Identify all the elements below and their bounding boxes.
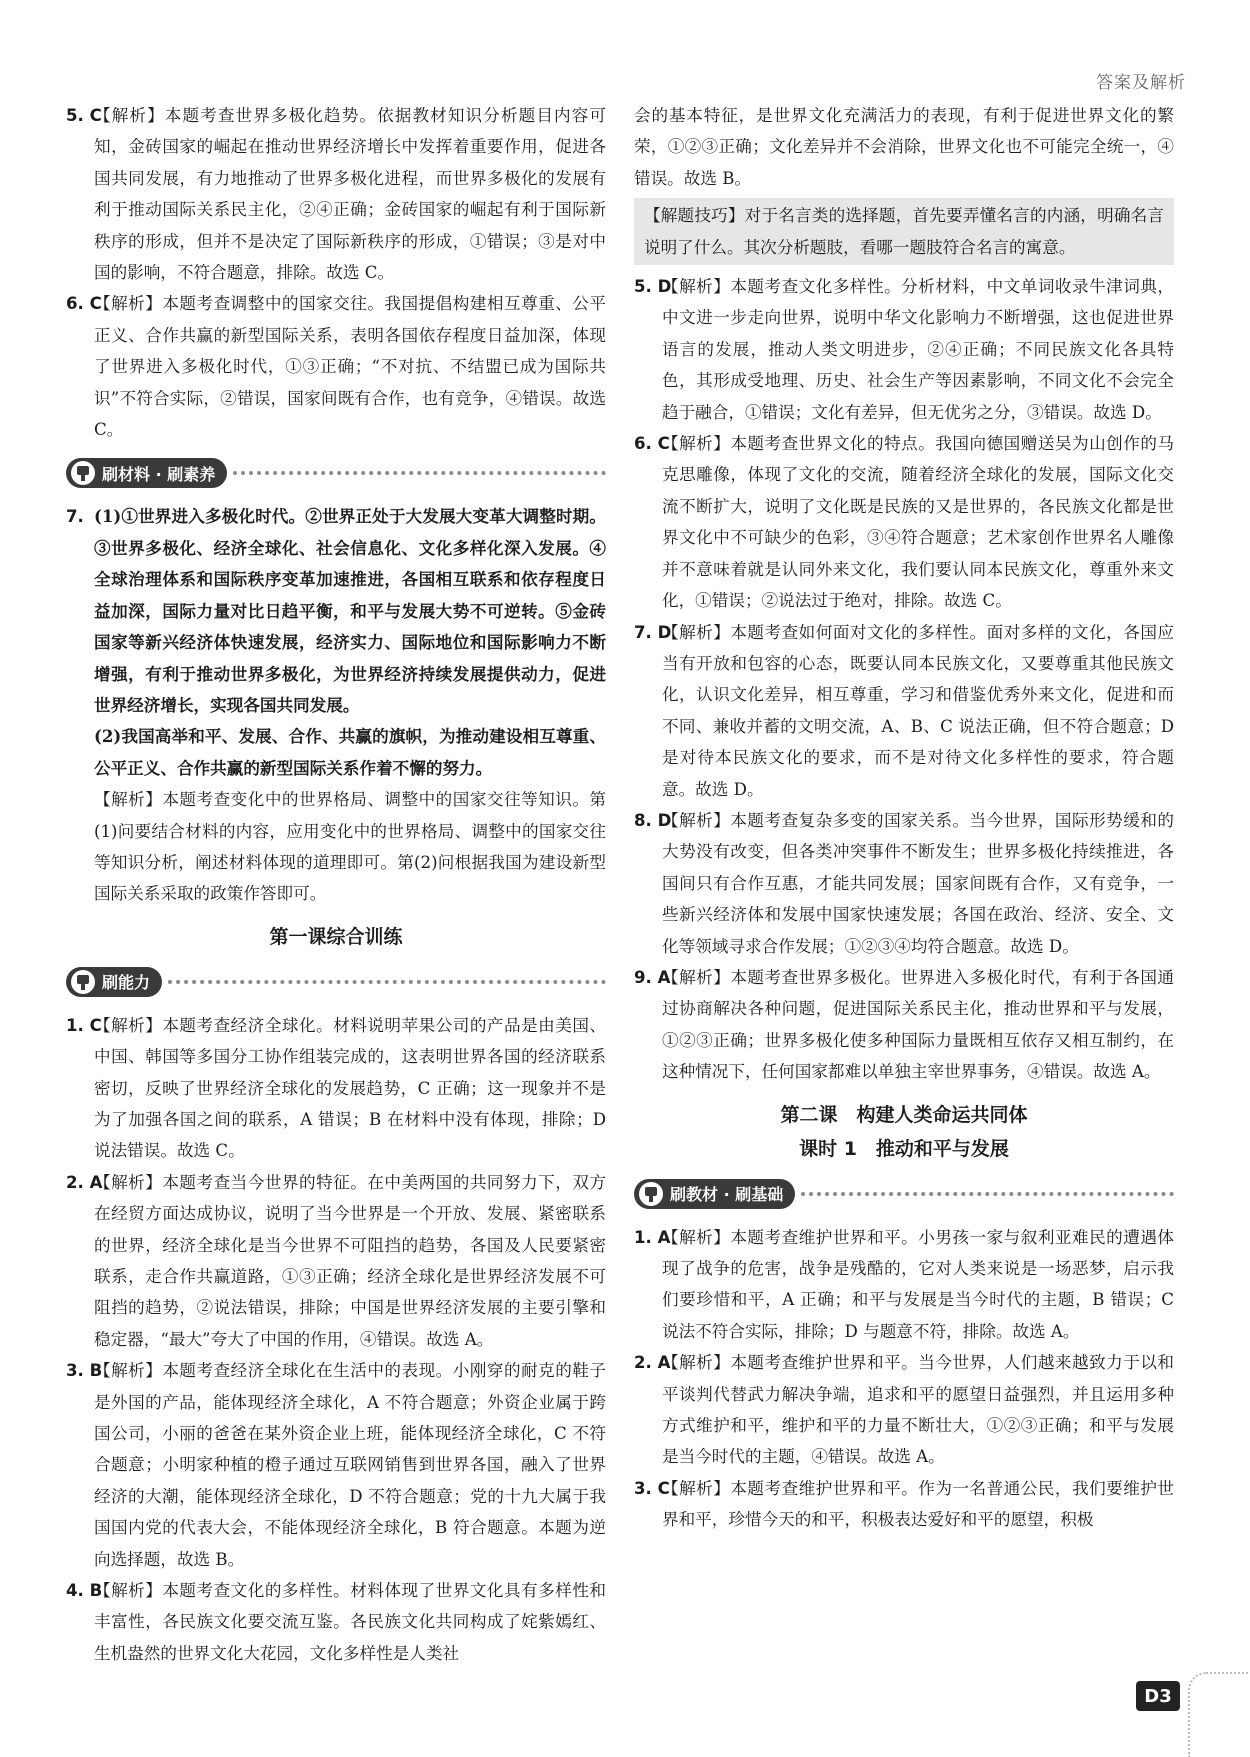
- answer-number: 8. D: [634, 810, 672, 830]
- basic-answer-1: [634, 1222, 1174, 1348]
- answer-text: 【解析】本题考查当今世界的特征。在中美两国的共同努力下，双方在经贸方面达成协议，说明了当今世界是一个开放、发展、紧密联系的世界，经济全球化是当今世界不可阻挡的趋势，各国及人民要紧密联系，走合作共赢道路，①③正确；经济全球化是世界经济发展不可阻挡的趋势，②说法错误，排除；中国是世界经济发展的主要引擎和稳定器，“最大”夸大了中国的作用，④错误。故选 A。: [94, 1172, 606, 1349]
- dotted-divider: [168, 980, 606, 984]
- answer-number: 2. A: [634, 1353, 671, 1373]
- answer-text: 【解析】本题考查经济全球化在生活中的表现。小刚穿的耐克的鞋子是外国的产品，能体现经济全球化，A 不符合题意；外资企业属于跨国公司，小丽的爸爸在某外资企业上班，能体现经济全球化，C 不符合题意；小明家种植的橙子通过互联网销售到世界各国，融入了世界经济的大潮，能体现经济全球化，D 不符合题意；党的十九大属于我国国内党的代表大会，不能体现经济全球化，B 符合题意。本题为逆向选择题，故选 B。: [94, 1361, 606, 1569]
- answer-text: 【解析】本题考查调整中的国家交往。我国提倡构建相互尊重、公平正义、合作共赢的新型国际关系，表明各国依存程度日益加深，体现了世界进入多极化时代，①③正确；“不对抗、不结盟已成为国际共识”不符合实际，②错误，国家间既有合作，也有竞争，④错误。故选 C。: [94, 294, 606, 440]
- section-title-lesson1: 第一课综合训练: [269, 925, 403, 948]
- answer-text: 【解析】本题考查如何面对文化的多样性。面对多样的文化，各国应当有开放和包容的心态，既要认同本民族文化，又要尊重其他民族文化，认识文化差异，相互尊重，学习和借鉴优秀外来文化，促进和而不同、兼收并蓄的文明交流，A、B、C 说法正确，但不符合题意；D 是对待本民族文化的要求，而不是对待文化多样性的要求，符合题意。故选 D。: [662, 622, 1174, 799]
- answer-text: 【解析】本题考查世界文化的特点。我国向德国赠送吴为山创作的马克思雕像，体现了文化的交流，随着经济全球化的发展，国际文化交流不断扩大，说明了文化既是民族的又是世界的，各民族文化都是世界文化中不可缺少的色彩，③④符合题意；艺术家创作世界名人雕像并不意味着就是认同外来文化，我们要认同本民族文化，尊重外来文化，①错误；②说法过于绝对，排除。故选 C。: [662, 434, 1174, 611]
- solving-tip-box: 【解题技巧】对于名言类的选择题，首先要弄懂名言的内涵，明确名言说明了什么。其次分析题肢，看哪一题肢符合名言的寓意。: [634, 198, 1174, 265]
- answer-7-analysis: 【解析】本题考查变化中的世界格局、调整中的国家交往等知识。第(1)问要结合材料的内容，应用变化中的世界格局、调整中的国家交往等知识分析，阐述材料体现的道理即可。第(2)问根据我国为建设新型国际关系采取的政策作答即可。: [94, 790, 606, 904]
- answer-number: 6. C: [66, 294, 102, 314]
- answer-number: 1. C: [66, 1015, 102, 1035]
- ability-answer-4: [66, 1575, 606, 1669]
- answer-number: 6. C: [634, 434, 670, 454]
- section-label: 刷能力: [102, 973, 151, 993]
- answer-text: 【解析】本题考查文化的多样性。材料体现了世界文化具有多样性和丰富性，各民族文化要交流互鉴。各民族文化共同构成了姹紫嫣红、生机盎然的世界文化大花园，文化多样性是人类社: [94, 1581, 606, 1663]
- answer-7-part1: [66, 501, 606, 721]
- section-header-material: [66, 453, 606, 493]
- ability-answer-9: [634, 962, 1174, 1088]
- brush-icon: [638, 1181, 664, 1207]
- section-badge: [66, 458, 227, 488]
- ability-answer-5: [634, 271, 1174, 428]
- basic-answer-2: [634, 1347, 1174, 1473]
- basic-answer-3: [634, 1473, 1174, 1536]
- answer-number: 4. B: [66, 1581, 103, 1601]
- answer-number: 7.: [66, 507, 84, 527]
- section-title-lesson2: 第二课 构建人类命运共同体: [780, 1103, 1028, 1126]
- dotted-divider: [233, 471, 606, 475]
- section-badge: [66, 967, 162, 997]
- answer-text: 【解析】本题考查经济全球化。材料说明苹果公司的产品是由美国、中国、韩国等多国分工协作组装完成的，这表明世界各国的经济联系密切，反映了世界经济全球化的发展趋势，C 正确；这一现象并不是为了加强各国之间的联系，A 错误；B 在材料中没有体现，排除；D 说法错误。故选 C。: [94, 1015, 606, 1161]
- answer-text: (1)①世界进入多极化时代。②世界正处于大发展大变革大调整时期。③世界多极化、经济全球化、社会信息化、文化多样化深入发展。④全球治理体系和国际秩序变革加速推进，各国相互联系和依存程度日益加深，国际力量对比日趋平衡，和平与发展大势不可逆转。⑤金砖国家等新兴经济体快速发展，经济实力、国际地位和国际影响力不断增强，有利于推动世界多极化，为世界经济持续发展提供动力，促进世界经济增长，实现各国共同发展。: [94, 506, 606, 715]
- ability-answer-8: [634, 805, 1174, 962]
- answer-text: 【解析】本题考查文化多样性。分析材料，中文单词收录牛津词典，中文进一步走向世界，说明中华文化影响力不断增强，这也促进世界语言的发展，推动人类文明进步，②④正确；不同民族文化各具特色，其形成受地理、历史、社会生产等因素影响，不同文化不会完全趋于融合，①错误；文化有差异，但无优劣之分，③错误。故选 D。: [662, 277, 1174, 422]
- answer-text: 【解析】本题考查维护世界和平。当今世界，人们越来越致力于以和平谈判代替武力解决争端，追求和平的愿望日益强烈，并且运用多种方式维护和平，维护和平的力量不断壮大，①②③正确；和平与发展是当今时代的主题，④错误。故选 A。: [662, 1353, 1174, 1467]
- answer-number: 3. C: [634, 1478, 670, 1498]
- answer-text: 【解析】本题考查复杂多变的国家关系。当今世界，国际形势缓和的大势没有改变，但各类冲突事件不断发生；世界多极化持续推进，各国间只有合作互惠，才能共同发展；国家间既有合作，又有竞争，一些新兴经济体和发展中国家快速发展；各国在政治、经济、安全、文化等领域寻求合作发展；①②③④均符合题意。故选 D。: [662, 810, 1174, 956]
- ability-answer-1: [66, 1010, 606, 1167]
- ability-answer-6: [634, 428, 1174, 616]
- answer-text: 【解析】本题考查维护世界和平。作为一名普通公民，我们要维护世界和平，珍惜今天的和平，积极表达爱好和平的愿望，积极: [662, 1478, 1174, 1530]
- answer-text: 【解析】本题考查世界多极化。世界进入多极化时代，有利于各国通过协商解决各种问题，促进国际关系民主化，推动世界和平与发展，①②③正确；世界多极化使多种国际力量既相互依存又相互制约，在这种情况下，任何国家都难以单独主宰世界事务，④错误。故选 A。: [662, 967, 1174, 1082]
- left-column: [66, 100, 606, 1669]
- answer-5: [66, 100, 606, 288]
- answer-text: 【解析】本题考查世界多极化趋势。依据教材知识分析题目内容可知，金砖国家的崛起在推动世界经济增长中发挥着重要作用，促进各国共同发展，有力地推动了世界多极化进程，而世界多极化的发展有利于推动国际关系民主化，②④正确；金砖国家的崛起有利于国际新秩序的形成，但并不是决定了国际新秩序的形成，①错误；③是对中国的影响，不符合题意，排除。故选 C。: [94, 106, 606, 283]
- ability-answer-3: [66, 1355, 606, 1575]
- continued-text: 会的基本特征，是世界文化充满活力的表现，有利于促进世界文化的繁荣，①②③正确；文化差异并不会消除，世界文化也不可能完全统一，④错误。故选 B。: [634, 106, 1174, 188]
- section-label: 刷教材 · 刷基础: [670, 1185, 784, 1205]
- answer-text: 【解析】本题考查维护世界和平。小男孩一家与叙利亚难民的遭遇体现了战争的危害，战争是残酷的，它对人类来说是一场恶梦，启示我们要珍惜和平，A 正确；和平与发展是当今时代的主题，B 错误；C 说法不符合实际，排除；D 与题意不符，排除。故选 A。: [662, 1227, 1174, 1341]
- answer-number: 5. D: [634, 277, 672, 297]
- answer-number: 5. C: [66, 106, 102, 125]
- section-badge: [634, 1179, 795, 1209]
- answer-number: 3. B: [66, 1361, 103, 1381]
- page-header: 答案及解析: [1096, 73, 1186, 93]
- answer-number: 9. A: [634, 967, 671, 987]
- ability-answer-2: [66, 1167, 606, 1355]
- brush-icon: [70, 460, 96, 486]
- page-corner-decoration: [1188, 1672, 1250, 1757]
- answer-7-part2: (2)我国高举和平、发展、合作、共赢的旗帜，为推动建设相互尊重、公平正义、合作共赢的新型国际关系作着不懈的努力。: [94, 726, 606, 778]
- page-number: D3: [1136, 1681, 1180, 1711]
- right-column: [634, 100, 1174, 1536]
- section-subtitle-period1: 课时 1 推动和平与发展: [799, 1137, 1009, 1160]
- section-header-textbook: [634, 1174, 1174, 1214]
- dotted-divider: [801, 1192, 1174, 1196]
- answer-number: 7. D: [634, 622, 672, 642]
- answer-6: [66, 288, 606, 445]
- section-label: 刷材料 · 刷素养: [102, 464, 216, 484]
- brush-icon: [70, 969, 96, 995]
- ability-answer-7: [634, 617, 1174, 805]
- answer-number: 1. A: [634, 1227, 671, 1247]
- section-header-ability: [66, 962, 606, 1002]
- answer-number: 2. A: [66, 1172, 103, 1192]
